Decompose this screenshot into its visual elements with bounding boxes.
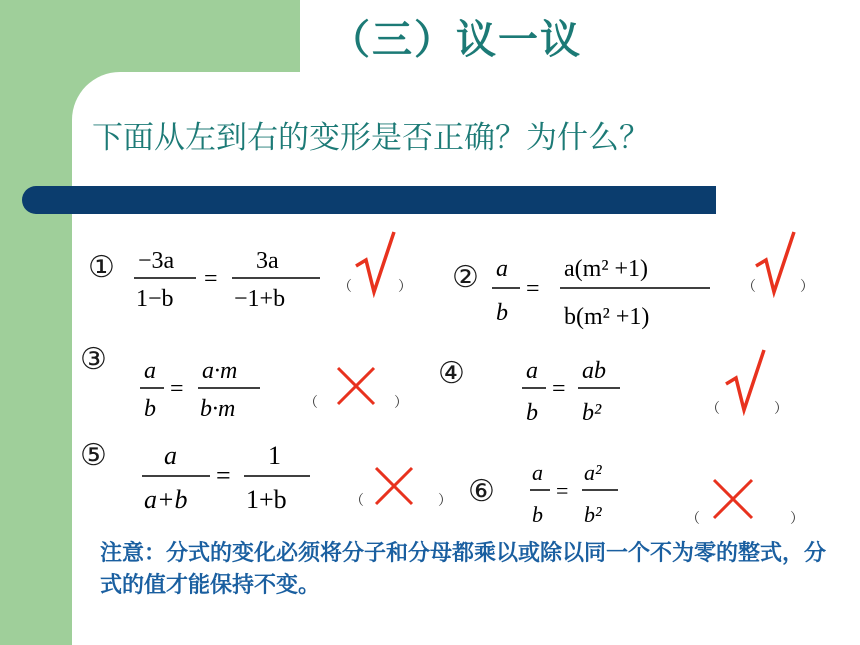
note-text: 注意：分式的变化必须将分子和分母都乘以或除以同一个不为零的整式，分式的值才能保持不变。 bbox=[100, 541, 827, 598]
equation-2 bbox=[490, 240, 730, 334]
answer-open-6: （ bbox=[686, 512, 700, 527]
item-number-6: ⑥ bbox=[468, 474, 495, 509]
equation-6 bbox=[528, 454, 628, 534]
slide-title: （三）议一议 bbox=[330, 17, 582, 63]
check-mark-icon-2 bbox=[752, 228, 798, 298]
equation-1 bbox=[128, 240, 328, 320]
eq2-lhs-numerator: a bbox=[496, 256, 508, 282]
svg-text:=: = bbox=[556, 478, 569, 503]
eq3-rhs-denominator: b·m bbox=[200, 396, 236, 422]
eq1-lhs-denominator: 1−b bbox=[136, 286, 174, 312]
eq3-rhs-numerator: a·m bbox=[202, 358, 238, 384]
item-number-4: ④ bbox=[438, 356, 465, 391]
eq2-rhs-numerator: a(m² +1) bbox=[564, 256, 649, 282]
eq6-rhs-denominator: b² bbox=[584, 502, 602, 527]
eq4-lhs-denominator: b bbox=[526, 400, 538, 426]
answer-close-1: ） bbox=[398, 280, 412, 295]
svg-text:=: = bbox=[526, 276, 540, 302]
equation-3 bbox=[138, 350, 278, 430]
divider-bar bbox=[22, 186, 716, 214]
equation-4 bbox=[520, 350, 630, 430]
answer-close-5: ） bbox=[438, 494, 452, 509]
answer-close-6: ） bbox=[790, 512, 804, 527]
cross-mark-icon-5 bbox=[372, 464, 416, 508]
item-number-3: ③ bbox=[80, 342, 107, 377]
eq5-rhs-denominator: 1+b bbox=[246, 485, 287, 514]
eq6-lhs-denominator: b bbox=[532, 502, 543, 527]
eq5-lhs-numerator: a bbox=[164, 441, 177, 470]
eq4-rhs-denominator: b² bbox=[582, 400, 602, 426]
eq6-lhs-numerator: a bbox=[532, 460, 543, 485]
equation-5 bbox=[138, 436, 318, 520]
item-number-2: ② bbox=[452, 260, 479, 295]
answer-open-1: （ bbox=[338, 280, 352, 295]
item-number-5: ⑤ bbox=[80, 438, 107, 473]
svg-text:=: = bbox=[552, 376, 566, 402]
svg-text:=: = bbox=[216, 461, 231, 490]
answer-close-4: ） bbox=[774, 402, 788, 417]
eq4-lhs-numerator: a bbox=[526, 358, 538, 384]
answer-close-3: ） bbox=[394, 396, 408, 411]
question-text: 下面从左到右的变形是否正确？为什么？ bbox=[92, 120, 650, 156]
eq1-rhs-denominator: −1+b bbox=[234, 286, 286, 312]
eq5-lhs-denominator: a+b bbox=[144, 485, 188, 514]
answer-open-2: （ bbox=[742, 280, 756, 295]
svg-text:=: = bbox=[170, 376, 184, 402]
eq4-rhs-numerator: ab bbox=[582, 358, 606, 384]
svg-text:=: = bbox=[204, 266, 218, 292]
eq1-lhs-numerator: −3a bbox=[138, 248, 175, 274]
eq2-rhs-denominator: b(m² +1) bbox=[564, 304, 650, 330]
cross-mark-icon-6 bbox=[710, 476, 756, 522]
eq3-lhs-numerator: a bbox=[144, 358, 156, 384]
eq1-rhs-numerator: 3a bbox=[256, 248, 279, 274]
eq2-lhs-denominator: b bbox=[496, 300, 508, 326]
answer-open-4: （ bbox=[706, 402, 720, 417]
eq6-rhs-numerator: a² bbox=[584, 460, 602, 485]
cross-mark-icon-3 bbox=[334, 364, 378, 408]
answer-open-3: （ bbox=[304, 396, 318, 411]
item-number-1: ① bbox=[88, 250, 115, 285]
eq3-lhs-denominator: b bbox=[144, 396, 156, 422]
check-mark-icon-1 bbox=[352, 228, 398, 298]
eq5-rhs-numerator: 1 bbox=[268, 441, 281, 470]
answer-close-2: ） bbox=[800, 280, 814, 295]
answer-open-5: （ bbox=[350, 494, 364, 509]
check-mark-icon-4 bbox=[722, 346, 768, 416]
